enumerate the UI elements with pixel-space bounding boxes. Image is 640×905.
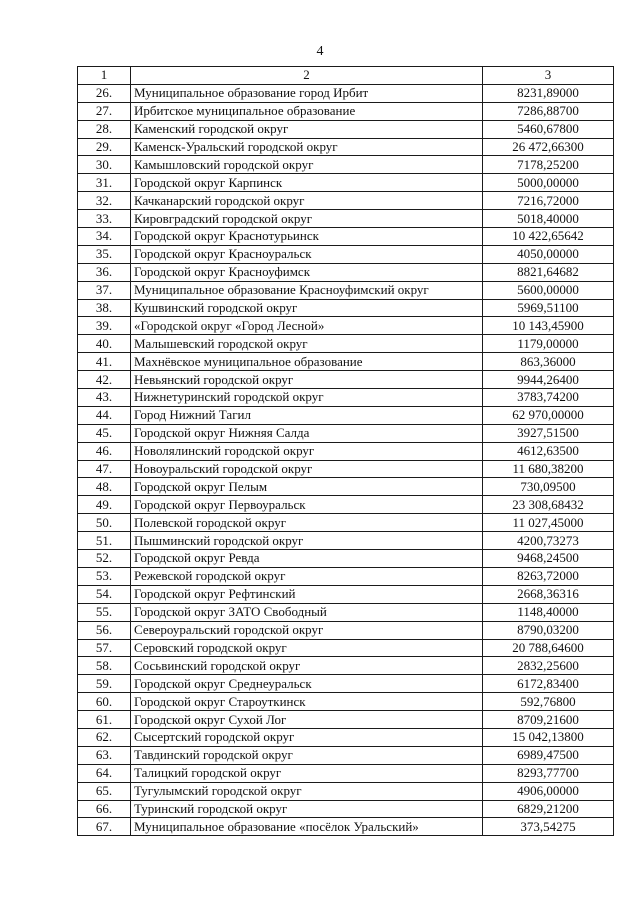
row-number: 43.	[78, 389, 131, 407]
municipality-name: Городской округ Староуткинск	[131, 693, 483, 711]
municipality-name: Невьянский городской округ	[131, 371, 483, 389]
table-row	[78, 460, 614, 478]
amount-value: 4200,73273	[483, 532, 614, 550]
municipality-name: Талицкий городской округ	[131, 764, 483, 782]
row-number: 41.	[78, 353, 131, 371]
amount-value: 5000,00000	[483, 174, 614, 192]
row-number: 53.	[78, 567, 131, 585]
column-header-1: 1	[78, 67, 131, 85]
table-row	[78, 424, 614, 442]
table-row	[78, 245, 614, 263]
table-row	[78, 442, 614, 460]
row-number: 29.	[78, 138, 131, 156]
row-number: 27.	[78, 102, 131, 120]
row-number: 48.	[78, 478, 131, 496]
row-number: 60.	[78, 693, 131, 711]
row-number: 52.	[78, 550, 131, 568]
municipality-name: Туринский городской округ	[131, 800, 483, 818]
row-number: 42.	[78, 371, 131, 389]
municipality-name: Муниципальное образование город Ирбит	[131, 84, 483, 102]
municipality-name: Режевской городской округ	[131, 567, 483, 585]
amount-value: 20 788,64600	[483, 639, 614, 657]
row-number: 40.	[78, 335, 131, 353]
table-row	[78, 174, 614, 192]
amount-value: 8263,72000	[483, 567, 614, 585]
municipality-name: Городской округ Пелым	[131, 478, 483, 496]
amount-value: 23 308,68432	[483, 496, 614, 514]
amount-value: 730,09500	[483, 478, 614, 496]
municipality-name: Городской округ Красноуфимск	[131, 263, 483, 281]
amount-value: 7216,72000	[483, 192, 614, 210]
table-row	[78, 317, 614, 335]
amount-value: 11 680,38200	[483, 460, 614, 478]
municipality-name: Кушвинский городской округ	[131, 299, 483, 317]
municipality-name: Город Нижний Тагил	[131, 406, 483, 424]
municipality-name: Пышминский городской округ	[131, 532, 483, 550]
municipality-name: Сысертский городской округ	[131, 728, 483, 746]
amount-value: 15 042,13800	[483, 728, 614, 746]
municipality-name: Городской округ Среднеуральск	[131, 675, 483, 693]
row-number: 34.	[78, 228, 131, 246]
table-row	[78, 764, 614, 782]
table-row	[78, 675, 614, 693]
row-number: 57.	[78, 639, 131, 657]
municipality-name: Городской округ Рефтинский	[131, 585, 483, 603]
amount-value: 2832,25600	[483, 657, 614, 675]
table-row	[78, 192, 614, 210]
table-header-row	[78, 67, 614, 85]
table-row	[78, 228, 614, 246]
amount-value: 6829,21200	[483, 800, 614, 818]
row-number: 54.	[78, 585, 131, 603]
row-number: 32.	[78, 192, 131, 210]
amount-value: 9944,26400	[483, 371, 614, 389]
table-row	[78, 693, 614, 711]
municipality-name: Муниципальное образование Красноуфимский округ	[131, 281, 483, 299]
table-row	[78, 478, 614, 496]
row-number: 65.	[78, 782, 131, 800]
municipality-name: Североуральский городской округ	[131, 621, 483, 639]
amount-value: 3783,74200	[483, 389, 614, 407]
row-number: 35.	[78, 245, 131, 263]
row-number: 45.	[78, 424, 131, 442]
table-row	[78, 550, 614, 568]
amount-value: 863,36000	[483, 353, 614, 371]
amount-value: 11 027,45000	[483, 514, 614, 532]
row-number: 39.	[78, 317, 131, 335]
municipality-name: Городской округ Красноуральск	[131, 245, 483, 263]
amount-value: 3927,51500	[483, 424, 614, 442]
table-row	[78, 389, 614, 407]
amount-value: 592,76800	[483, 693, 614, 711]
amount-value: 6989,47500	[483, 746, 614, 764]
municipality-name: Полевской городской округ	[131, 514, 483, 532]
municipality-name: Городской округ Сухой Лог	[131, 711, 483, 729]
row-number: 59.	[78, 675, 131, 693]
table-row	[78, 621, 614, 639]
table-row	[78, 585, 614, 603]
row-number: 33.	[78, 210, 131, 228]
amount-value: 4050,00000	[483, 245, 614, 263]
amount-value: 8790,03200	[483, 621, 614, 639]
table-row	[78, 406, 614, 424]
table-row	[78, 818, 614, 836]
row-number: 62.	[78, 728, 131, 746]
amount-value: 9468,24500	[483, 550, 614, 568]
amount-value: 7178,25200	[483, 156, 614, 174]
municipality-name: Камышловский городской округ	[131, 156, 483, 174]
row-number: 31.	[78, 174, 131, 192]
row-number: 28.	[78, 120, 131, 138]
table-row	[78, 120, 614, 138]
row-number: 67.	[78, 818, 131, 836]
table-row	[78, 84, 614, 102]
amount-value: 26 472,66300	[483, 138, 614, 156]
amount-value: 4906,00000	[483, 782, 614, 800]
municipality-name: Малышевский городской округ	[131, 335, 483, 353]
municipality-name: Нижнетуринский городской округ	[131, 389, 483, 407]
municipality-name: Городской округ Ревда	[131, 550, 483, 568]
row-number: 63.	[78, 746, 131, 764]
municipality-name: Серовский городской округ	[131, 639, 483, 657]
amount-value: 10 143,45900	[483, 317, 614, 335]
row-number: 26.	[78, 84, 131, 102]
table-row	[78, 335, 614, 353]
municipality-name: Качканарский городской округ	[131, 192, 483, 210]
amount-value: 8709,21600	[483, 711, 614, 729]
amount-value: 7286,88700	[483, 102, 614, 120]
amount-value: 1179,00000	[483, 335, 614, 353]
amount-value: 1148,40000	[483, 603, 614, 621]
row-number: 49.	[78, 496, 131, 514]
table-row	[78, 532, 614, 550]
table-row	[78, 353, 614, 371]
table-row	[78, 371, 614, 389]
table-row	[78, 711, 614, 729]
page-number: 4	[316, 44, 324, 59]
table-row	[78, 603, 614, 621]
table-row	[78, 514, 614, 532]
table-row	[78, 281, 614, 299]
table-row	[78, 567, 614, 585]
row-number: 38.	[78, 299, 131, 317]
municipality-name: «Городской округ «Город Лесной»	[131, 317, 483, 335]
amount-value: 4612,63500	[483, 442, 614, 460]
table-row	[78, 746, 614, 764]
amount-value: 10 422,65642	[483, 228, 614, 246]
table-row	[78, 156, 614, 174]
municipality-name: Новоуральский городской округ	[131, 460, 483, 478]
table-row	[78, 138, 614, 156]
amount-value: 6172,83400	[483, 675, 614, 693]
amount-value: 8231,89000	[483, 84, 614, 102]
table-row	[78, 782, 614, 800]
municipality-name: Тугулымский городской округ	[131, 782, 483, 800]
amount-value: 5600,00000	[483, 281, 614, 299]
amount-value: 8821,64682	[483, 263, 614, 281]
amount-value: 5969,51100	[483, 299, 614, 317]
municipality-name: Махнёвское муниципальное образование	[131, 353, 483, 371]
row-number: 37.	[78, 281, 131, 299]
row-number: 50.	[78, 514, 131, 532]
municipality-name: Кировградский городской округ	[131, 210, 483, 228]
row-number: 61.	[78, 711, 131, 729]
table-row	[78, 639, 614, 657]
row-number: 44.	[78, 406, 131, 424]
subsidy-table	[77, 66, 614, 836]
municipality-name: Каменск-Уральский городской округ	[131, 138, 483, 156]
table-row	[78, 496, 614, 514]
municipality-name: Новолялинский городской округ	[131, 442, 483, 460]
municipality-name: Тавдинский городской округ	[131, 746, 483, 764]
amount-value: 5018,40000	[483, 210, 614, 228]
row-number: 47.	[78, 460, 131, 478]
amount-value: 373,54275	[483, 818, 614, 836]
column-header-3: 3	[483, 67, 614, 85]
column-header-2: 2	[131, 67, 483, 85]
municipality-name: Муниципальное образование «посёлок Уральский»	[131, 818, 483, 836]
row-number: 51.	[78, 532, 131, 550]
table-row	[78, 263, 614, 281]
municipality-name: Сосьвинский городской округ	[131, 657, 483, 675]
table-row	[78, 102, 614, 120]
municipality-name: Городской округ Карпинск	[131, 174, 483, 192]
amount-value: 2668,36316	[483, 585, 614, 603]
row-number: 30.	[78, 156, 131, 174]
table-row	[78, 728, 614, 746]
municipality-name: Городской округ Краснотурьинск	[131, 228, 483, 246]
municipality-name: Городской округ Первоуральск	[131, 496, 483, 514]
table-body	[78, 67, 614, 836]
row-number: 55.	[78, 603, 131, 621]
municipality-name: Ирбитское муниципальное образование	[131, 102, 483, 120]
row-number: 66.	[78, 800, 131, 818]
municipality-name: Каменский городской округ	[131, 120, 483, 138]
amount-value: 5460,67800	[483, 120, 614, 138]
table-row	[78, 800, 614, 818]
row-number: 36.	[78, 263, 131, 281]
row-number: 58.	[78, 657, 131, 675]
row-number: 64.	[78, 764, 131, 782]
amount-value: 62 970,00000	[483, 406, 614, 424]
amount-value: 8293,77700	[483, 764, 614, 782]
municipality-name: Городской округ ЗАТО Свободный	[131, 603, 483, 621]
municipality-name: Городской округ Нижняя Салда	[131, 424, 483, 442]
table-row	[78, 210, 614, 228]
row-number: 56.	[78, 621, 131, 639]
row-number: 46.	[78, 442, 131, 460]
table-row	[78, 657, 614, 675]
table-row	[78, 299, 614, 317]
